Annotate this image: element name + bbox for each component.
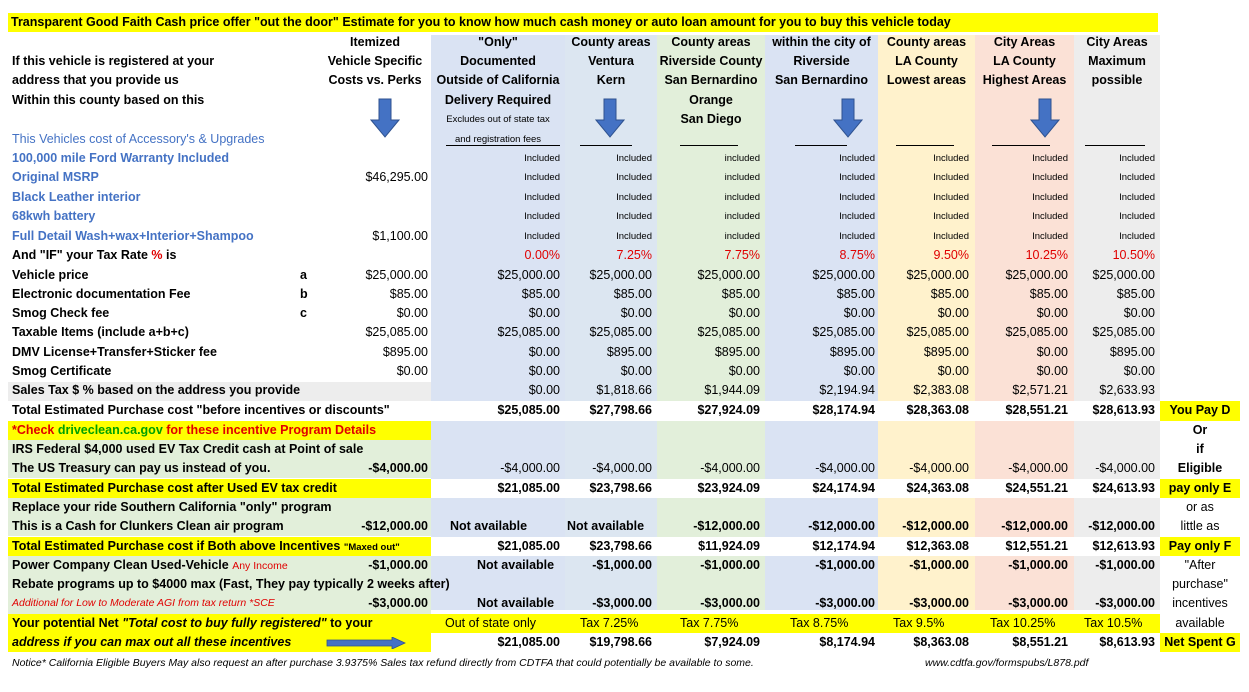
tax-rate-label-end: is (162, 248, 177, 262)
net-tax-label-cell: Tax 10.25% (990, 616, 1056, 630)
perk-itemized-value: $46,295.00 (365, 170, 428, 185)
header-rsb-1: County areas (671, 35, 751, 49)
net-label-quote: "Total cost to buy fully registered" (122, 616, 327, 630)
cost-cell: $0.00 (528, 344, 560, 359)
side-after: "After (1184, 558, 1216, 572)
cost-cell: $2,383.08 (913, 383, 969, 398)
tax-rate-label-text: And "IF" your Tax Rate (12, 248, 152, 262)
side-available: available (1175, 616, 1225, 630)
side-you-pay-d: You Pay D (1169, 403, 1231, 417)
underline-city (795, 145, 847, 146)
net-tax-label-cell: Tax 10.5% (1084, 616, 1143, 630)
header-max-2: Maximum (1088, 54, 1146, 68)
intro-line-2: address that you provide us (12, 73, 179, 87)
cost-cell: $85.00 (1116, 286, 1155, 301)
total-both-cell: $23,798.66 (589, 539, 652, 553)
cost-cell: $0.00 (1036, 364, 1068, 378)
perk-itemized-value: $1,100.00 (372, 228, 428, 243)
cost-key: b (300, 286, 308, 301)
included-cell: Included (1032, 153, 1068, 164)
total-after-ev-cell: $21,085.00 (497, 481, 560, 495)
power-cell: -$1,000.00 (1008, 558, 1068, 572)
net-total-cell: $8,363.08 (913, 635, 969, 649)
total-after-ev-cell: $24,551.21 (1005, 481, 1068, 495)
included-cell: Included (524, 172, 560, 184)
clunker-itemized-value: -$12,000.00 (361, 519, 428, 533)
total-both-cell: $11,924.09 (698, 539, 760, 553)
cost-itemized-value: $0.00 (396, 306, 428, 321)
net-label-text: Your potential Net (12, 616, 123, 630)
included-cell: included (724, 211, 760, 223)
underline-high (992, 145, 1050, 146)
header-only-note-1: Excludes out of state tax (446, 114, 550, 125)
cost-label: Smog Certificate (12, 364, 112, 378)
cost-cell: $25,085.00 (697, 325, 760, 340)
included-cell: Included (524, 191, 560, 203)
cost-cell: $25,000.00 (1092, 267, 1155, 282)
irs-itemized-value: -$4,000.00 (368, 461, 428, 475)
side-net-spent-g: Net Spent G (1164, 635, 1236, 649)
included-cell: Included (933, 172, 969, 184)
footer-url[interactable]: www.cdtfa.gov/formspubs/L878.pdf (925, 657, 1089, 669)
tax-rate-cell: 9.50% (933, 248, 969, 262)
included-cell: Included (839, 191, 875, 203)
header-vk-3: Kern (596, 73, 626, 87)
cost-cell: $1,818.66 (596, 383, 652, 398)
net-label-1 (12, 614, 373, 633)
included-cell: Included (933, 211, 969, 223)
header-only-2: Documented (460, 54, 536, 68)
included-cell: Included (1032, 191, 1068, 203)
net-label-2: address if you can max out all these incentives (12, 635, 292, 649)
net-tax-label-cell: Tax 9.5% (893, 616, 945, 630)
power-cell: -$1,000.00 (909, 558, 969, 572)
irs-cell: -$4,000.00 (909, 461, 969, 475)
total-before-cell: $28,363.08 (906, 403, 969, 417)
power-cell: -$1,000.00 (815, 558, 875, 572)
rebate-label: Rebate programs up to $4000 max (Fast, They pay typically 2 weeks after) (12, 577, 450, 591)
cost-cell: $0.00 (843, 364, 875, 378)
tax-rate-label (12, 246, 176, 265)
cost-cell: $0.00 (1036, 306, 1068, 321)
irs-label-1: IRS Federal $4,000 used EV Tax Credit cash at Point of sale (12, 442, 364, 456)
included-cell: Included (839, 172, 875, 184)
perk-label: Original MSRP (12, 170, 99, 185)
included-cell: Included (839, 211, 875, 223)
check-row-text: for these incentive Program Details (162, 423, 377, 437)
cost-cell: $2,571.21 (1012, 383, 1068, 398)
included-cell: Included (1119, 172, 1155, 184)
side-incentives: incentives (1172, 596, 1228, 610)
cost-cell: $25,000.00 (906, 267, 969, 282)
header-itemized-3: Costs vs. Perks (328, 73, 422, 87)
page-title: Transparent Good Faith Cash price offer "out the door" Estimate for you to know how much cash money or auto loan amount for you to buy this vehicle today (11, 15, 951, 29)
underline-rsb (680, 145, 738, 146)
perk-label: 100,000 mile Ford Warranty Included (12, 151, 229, 165)
included-cell: included (724, 172, 760, 184)
total-both-label (12, 537, 400, 557)
header-high-1: City Areas (993, 35, 1056, 49)
irs-cell: -$4,000.00 (592, 461, 652, 475)
side-or: Or (1192, 423, 1208, 437)
cost-cell: $85.00 (836, 286, 875, 301)
agi-label: Additional for Low to Moderate AGI from tax return *SCE (12, 597, 275, 609)
total-both-cell: $12,363.08 (906, 539, 969, 553)
clunker-label-2: This is a Cash for Clunkers Clean air program (12, 519, 284, 533)
header-la-2: LA County (895, 54, 958, 68)
cost-key: a (300, 267, 307, 282)
header-city-3: San Bernardino (774, 73, 869, 87)
header-city-2: Riverside (793, 54, 850, 68)
down-arrow-icon (833, 98, 863, 138)
tax-rate-cell: 7.75% (724, 248, 760, 262)
power-cell: -$1,000.00 (700, 558, 760, 572)
side-pay-only-f: Pay only F (1168, 539, 1232, 553)
cost-cell: $895.00 (606, 344, 652, 359)
power-cell: -$1,000.00 (592, 558, 652, 572)
tax-rate-cell: 7.25% (616, 248, 652, 262)
irs-label-2: The US Treasury can pay us instead of you. (12, 461, 271, 475)
cost-cell: $25,000.00 (812, 267, 875, 282)
irs-cell: -$4,000.00 (1095, 461, 1155, 475)
power-label-text: Power Company Clean Used-Vehicle (12, 558, 233, 572)
header-max-1: City Areas (1086, 35, 1148, 49)
included-cell: Included (616, 230, 652, 242)
cost-cell: $25,000.00 (589, 267, 652, 282)
cost-cell: $25,085.00 (589, 325, 652, 340)
included-cell: Included (933, 191, 969, 203)
header-city-1: within the city of (772, 35, 871, 49)
total-both-text: Total Estimated Purchase cost if Both above Incentives (12, 539, 344, 553)
net-total-cell: $8,613.93 (1099, 635, 1155, 649)
header-only-note-2: and registration fees (454, 134, 542, 145)
total-after-ev-label: Total Estimated Purchase cost after Used EV tax credit (12, 481, 337, 495)
agi-cell: -$3,000.00 (909, 596, 969, 610)
cost-cell: $0.00 (528, 306, 560, 321)
total-both-cell: $12,613.93 (1092, 539, 1155, 553)
cost-label: Sales Tax $ % based on the address you provide (12, 383, 301, 398)
included-cell: included (724, 230, 760, 242)
cost-cell: $85.00 (613, 286, 652, 301)
cost-key: c (300, 306, 307, 321)
cost-cell: $85.00 (521, 286, 560, 301)
accessory-header: This Vehicles cost of Accessory's & Upgrades (12, 132, 265, 146)
check-row-text: *Check (12, 423, 58, 437)
clunker-cell: -$12,000.00 (808, 519, 875, 533)
cost-itemized-value: $25,085.00 (365, 325, 428, 340)
side-eligible: Eligible (1177, 461, 1223, 475)
footer-notice: Notice* California Eligible Buyers May also request an after purchase 3.9375% Sales tax refund directly from CDTFA that could potentially be available to some. (12, 657, 754, 669)
cost-cell: $25,000.00 (1005, 267, 1068, 282)
header-vk-2: Ventura (588, 54, 634, 68)
included-cell: Included (524, 153, 560, 164)
net-tax-label-cell: Out of state only (445, 616, 537, 630)
included-cell: Included (1119, 153, 1155, 164)
header-high-2: LA County (993, 54, 1056, 68)
included-cell: Included (839, 230, 875, 242)
intro-line-3: Within this county based on this (12, 93, 205, 107)
net-total-cell: $7,924.09 (704, 635, 760, 649)
total-before-cell: $27,924.09 (697, 403, 760, 417)
header-high-3: Highest Areas (982, 73, 1067, 87)
side-pay-only-e: pay only E (1168, 481, 1232, 495)
cost-cell: $895.00 (829, 344, 875, 359)
included-cell: Included (1119, 191, 1155, 203)
clunker-cell: Not available (450, 519, 528, 533)
header-rsb-4: Orange (689, 93, 733, 107)
tax-rate-cell: 10.50% (1112, 248, 1155, 262)
cost-label: Vehicle price (12, 267, 89, 282)
included-cell: Included (839, 153, 875, 164)
total-before-cell: $27,798.66 (589, 403, 652, 417)
header-max-3: possible (1091, 73, 1143, 87)
cost-cell: $85.00 (930, 286, 969, 301)
clunker-cell: -$12,000.00 (902, 519, 969, 533)
percent-symbol: % (151, 248, 163, 262)
side-or-as: or as (1186, 500, 1214, 514)
cost-label: Electronic documentation Fee (12, 286, 191, 301)
agi-cell: Not available (477, 596, 555, 610)
power-itemized-value: -$1,000.00 (368, 558, 428, 572)
total-after-ev-cell: $24,174.94 (812, 481, 875, 495)
included-cell: Included (1032, 211, 1068, 223)
net-total-cell: $8,551.21 (1012, 635, 1068, 649)
total-both-cell: $12,551.21 (1005, 539, 1068, 553)
cost-cell: $0.00 (728, 306, 760, 321)
check-row-label (12, 421, 376, 440)
maxed-out-note: "Maxed out" (343, 542, 400, 553)
cost-cell: $25,085.00 (1005, 325, 1068, 340)
total-before-cell: $28,551.21 (1005, 403, 1068, 417)
cost-itemized-value: $85.00 (389, 286, 428, 301)
total-after-ev-cell: $23,924.09 (697, 481, 760, 495)
cost-cell: $0.00 (1123, 364, 1155, 378)
underline-only (446, 145, 560, 146)
net-total-cell: $21,085.00 (497, 635, 560, 649)
down-arrow-icon (1030, 98, 1060, 138)
total-after-ev-cell: $24,363.08 (906, 481, 969, 495)
net-label-end: to your (326, 616, 373, 630)
cost-cell: $895.00 (1109, 344, 1155, 359)
header-la-3: Lowest areas (886, 73, 967, 87)
intro-line-1: If this vehicle is registered at your (12, 54, 215, 68)
header-rsb-3: San Bernardino (664, 73, 758, 87)
cost-label: Smog Check fee (12, 306, 110, 321)
irs-cell: -$4,000.00 (1008, 461, 1068, 475)
cost-cell: $0.00 (728, 364, 760, 378)
any-income-note: Any Income (232, 560, 288, 572)
cost-cell: $2,194.94 (819, 383, 875, 398)
side-purchase: purchase" (1172, 577, 1228, 591)
clunker-cell: Not available (567, 519, 645, 533)
underline-la (896, 145, 954, 146)
cost-cell: $0.00 (843, 306, 875, 321)
agi-cell: -$3,000.00 (815, 596, 875, 610)
included-cell: Included (616, 191, 652, 203)
included-cell: Included (933, 230, 969, 242)
header-rsb-5: San Diego (680, 112, 742, 126)
cost-cell: $0.00 (1123, 306, 1155, 321)
total-before-cell: $28,613.93 (1092, 403, 1155, 417)
included-cell: Included (1119, 211, 1155, 223)
total-before-cell: $28,174.94 (812, 403, 875, 417)
side-little-as: little as (1180, 519, 1220, 533)
cost-cell: $0.00 (528, 383, 560, 398)
cost-itemized-value: $25,000.00 (365, 267, 428, 282)
header-only-3: Outside of California (436, 73, 560, 87)
right-arrow-icon (326, 637, 406, 649)
cost-cell: $0.00 (937, 364, 969, 378)
cost-itemized-value: $895.00 (382, 344, 428, 359)
included-cell: Included (616, 172, 652, 184)
agi-cell: -$3,000.00 (700, 596, 760, 610)
cost-cell: $0.00 (528, 364, 560, 378)
perk-label: Full Detail Wash+wax+Interior+Shampoo (12, 228, 254, 243)
cost-cell: $1,944.09 (704, 383, 760, 398)
cost-cell: $0.00 (937, 306, 969, 321)
cost-cell: $25,085.00 (812, 325, 875, 340)
included-cell: Included (1119, 230, 1155, 242)
total-after-ev-cell: $23,798.66 (589, 481, 652, 495)
agi-cell: -$3,000.00 (592, 596, 652, 610)
total-before-label: Total Estimated Purchase cost "before incentives or discounts" (12, 403, 390, 417)
header-vk-1: County areas (571, 35, 651, 49)
cost-cell: $85.00 (1029, 286, 1068, 301)
cost-cell: $25,085.00 (906, 325, 969, 340)
header-la-1: County areas (886, 35, 967, 49)
header-itemized-2: Vehicle Specific (327, 54, 423, 68)
perk-label: Black Leather interior (12, 189, 141, 204)
irs-cell: -$4,000.00 (500, 461, 560, 475)
net-tax-label-cell: Tax 7.25% (580, 616, 639, 630)
power-cell: Not available (477, 558, 555, 572)
cost-label: Taxable Items (include a+b+c) (12, 325, 189, 340)
irs-cell: -$4,000.00 (815, 461, 875, 475)
underline-max (1085, 145, 1145, 146)
tax-rate-cell: 0.00% (524, 248, 560, 262)
agi-itemized-value: -$3,000.00 (368, 596, 428, 610)
agi-cell: -$3,000.00 (1008, 596, 1068, 610)
cost-cell: $25,000.00 (497, 267, 560, 282)
driveclean-link[interactable]: driveclean.ca.gov (57, 423, 163, 437)
power-cell: -$1,000.00 (1095, 558, 1155, 572)
included-cell: Included (524, 211, 560, 223)
clunker-label-1: Replace your ride Southern California "only" program (12, 500, 332, 514)
included-cell: Included (616, 211, 652, 223)
net-total-cell: $8,174.94 (819, 635, 875, 649)
included-cell: included (724, 153, 760, 164)
net-tax-label-cell: Tax 7.75% (680, 616, 739, 630)
cost-cell: $25,000.00 (697, 267, 760, 282)
total-both-cell: $12,174.94 (812, 539, 875, 553)
down-arrow-icon (595, 98, 625, 138)
power-label (12, 556, 288, 576)
total-before-cell: $25,085.00 (497, 403, 560, 417)
net-tax-label-cell: Tax 8.75% (790, 616, 849, 630)
down-arrow-icon (370, 98, 400, 138)
underline-vk (580, 145, 632, 146)
header-rsb-2: Riverside County (659, 54, 763, 68)
tax-rate-cell: 8.75% (839, 248, 875, 262)
perk-label: 68kwh battery (12, 209, 96, 224)
total-after-ev-cell: $24,613.93 (1092, 481, 1155, 495)
cost-cell: $0.00 (1036, 344, 1068, 359)
header-only-4: Delivery Required (444, 93, 552, 107)
cost-label: DMV License+Transfer+Sticker fee (12, 344, 217, 359)
agi-cell: -$3,000.00 (1095, 596, 1155, 610)
included-cell: Included (616, 153, 652, 164)
header-itemized-1: Itemized (349, 35, 400, 49)
cost-cell: $85.00 (721, 286, 760, 301)
clunker-cell: -$12,000.00 (693, 519, 760, 533)
cost-itemized-value: $0.00 (396, 364, 428, 378)
included-cell: Included (524, 230, 560, 242)
cost-cell: $895.00 (714, 344, 760, 359)
clunker-cell: -$12,000.00 (1001, 519, 1068, 533)
included-cell: Included (933, 153, 969, 164)
total-both-cell: $21,085.00 (497, 539, 560, 553)
net-total-cell: $19,798.66 (589, 635, 652, 649)
included-cell: included (724, 191, 760, 203)
included-cell: Included (1032, 230, 1068, 242)
cost-cell: $2,633.93 (1099, 383, 1155, 398)
side-if: if (1196, 442, 1204, 456)
irs-cell: -$4,000.00 (700, 461, 760, 475)
cost-cell: $895.00 (923, 344, 969, 359)
cost-cell: $0.00 (620, 364, 652, 378)
cost-cell: $25,085.00 (1092, 325, 1155, 340)
cost-cell: $25,085.00 (497, 325, 560, 340)
included-cell: Included (1032, 172, 1068, 184)
header-only-1: "Only" (478, 35, 518, 49)
clunker-cell: -$12,000.00 (1088, 519, 1155, 533)
cost-cell: $0.00 (620, 306, 652, 321)
tax-rate-cell: 10.25% (1025, 248, 1068, 262)
